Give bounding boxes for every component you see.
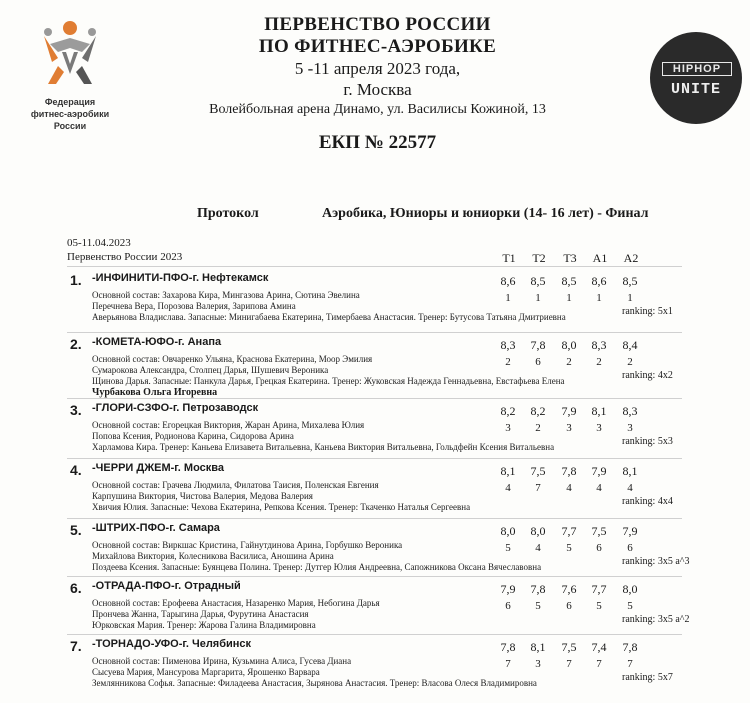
entry-roster-line: Основной состав: Овчаренко Ульяна, Краснова Екатерина, Моор Эмилия: [92, 354, 373, 364]
org-line: России: [53, 121, 87, 131]
score-t2: 8,1: [530, 640, 546, 654]
place-a1: 6: [596, 542, 602, 554]
entry-roster-line: Хвичия Юлия. Запасные: Чехова Екатерина, Репкова Ксения. Тренер: Ткаченко Наталья Сергеевна: [92, 502, 471, 512]
place-a1: 1: [596, 292, 602, 304]
entry-roster-line: Сысуева Мария, Мансурова Маргарита, Ярошенко Варвара: [92, 667, 320, 677]
divider: [67, 266, 682, 267]
entry-rank: 4.: [70, 462, 82, 478]
entry-rank: 1.: [70, 272, 82, 288]
place-a1: 4: [596, 482, 602, 494]
entry-roster-line: Землянникова Софья. Запасные: Филадеева Анастасия, Зырянова Анастасия. Тренер: Власова Олеся Владимировна: [92, 678, 537, 688]
score-a2: 7,9: [622, 524, 638, 538]
result-entry: [0, 400, 750, 466]
judge-header-t3: T3: [563, 251, 577, 265]
score-a1: 7,5: [591, 524, 607, 538]
federation-logo: [10, 18, 130, 132]
entry-team: -ТОРНАДО-УФО-г. Челябинск: [92, 638, 252, 650]
entry-roster-line: Харламова Кира. Тренер: Каньева Елизавета Витальевна, Каньева Виктория Витальевна, Гольдфейн Ксения Витальевна: [92, 442, 555, 452]
event-dates: 5 -11 апреля 2023 года,: [294, 59, 461, 78]
score-t2: 8,5: [530, 274, 546, 288]
federation-emblem-icon: [30, 18, 110, 90]
result-entry: [0, 334, 750, 400]
place-t3: 4: [566, 482, 572, 494]
place-a2: 1: [627, 292, 633, 304]
place-t3: 7: [566, 658, 572, 670]
entry-roster-line: Щинова Дарья. Запасные: Панкула Дарья, Грецкая Екатерина. Тренер: Жуковская Надежда Геннадьевна, Евстафьева Елена: [92, 376, 565, 386]
score-t3: 8,0: [561, 338, 577, 352]
place-t1: 3: [505, 422, 511, 434]
place-t2: 2: [535, 422, 541, 434]
score-t2: 7,8: [530, 582, 546, 596]
score-t1: 7,8: [500, 640, 516, 654]
place-a2: 6: [627, 542, 633, 554]
divider: [67, 576, 682, 577]
result-entry: [0, 270, 750, 336]
entry-team: -ГЛОРИ-СЗФО-г. Петрозаводск: [92, 402, 259, 414]
entry-roster-line: Основной состав: Грачева Людмила, Филатова Таисия, Поленская Евгения: [92, 480, 379, 490]
score-t3: 7,7: [561, 524, 577, 538]
score-t3: 7,6: [561, 582, 577, 596]
place-t3: 2: [566, 356, 572, 368]
federation-name: [10, 96, 130, 132]
hiphop-unite-logo: [650, 32, 742, 124]
score-a1: 8,1: [591, 404, 607, 418]
score-t1: 8,1: [500, 464, 516, 478]
entry-ranking: ranking: 3x5 a^3: [622, 556, 690, 567]
entry-ranking: ranking: 3x5 a^2: [622, 614, 690, 625]
place-t3: 5: [566, 542, 572, 554]
entry-roster-line: Основной состав: Егорецкая Виктория, Жаран Арина, Михалева Юлия: [92, 420, 365, 430]
org-line: фитнес-аэробики: [30, 109, 110, 119]
place-t1: 1: [505, 292, 511, 304]
score-t1: 7,9: [500, 582, 516, 596]
entry-ranking: ranking: 5x3: [622, 436, 673, 447]
entry-ranking: ranking: 5x1: [622, 306, 673, 317]
ekp-number: ЕКП № 22577: [318, 132, 437, 153]
place-a1: 5: [596, 600, 602, 612]
score-a2: 8,3: [622, 404, 638, 418]
judge-header-a1: A1: [592, 251, 608, 265]
place-t2: 5: [535, 600, 541, 612]
place-t1: 4: [505, 482, 511, 494]
place-t3: 3: [566, 422, 572, 434]
event-city: г. Москва: [343, 80, 412, 99]
protocol-date-range: 05-11.04.2023: [67, 237, 131, 249]
score-t1: 8,3: [500, 338, 516, 352]
score-t1: 8,0: [500, 524, 516, 538]
entry-rank: 7.: [70, 638, 82, 654]
entry-roster-line: Прончева Жанна, Тарыгина Дарья, Фурутина Анастасия: [92, 609, 309, 619]
place-t2: 1: [535, 292, 541, 304]
place-t1: 6: [505, 600, 511, 612]
title-line-1: ПЕРВЕНСТВО РОССИИ: [264, 14, 491, 35]
place-t2: 6: [535, 356, 541, 368]
place-t2: 4: [535, 542, 541, 554]
place-t3: 6: [566, 600, 572, 612]
score-t3: 7,9: [561, 404, 577, 418]
score-t3: 8,5: [561, 274, 577, 288]
document-header: [150, 14, 605, 154]
score-a1: 7,9: [591, 464, 607, 478]
score-a1: 8,3: [591, 338, 607, 352]
place-t2: 3: [535, 658, 541, 670]
score-a1: 7,4: [591, 640, 607, 654]
entry-rank: 6.: [70, 580, 82, 596]
place-t2: 7: [535, 482, 541, 494]
entry-roster-line: Сумарокова Александра, Столпец Дарья, Шушевич Вероника: [92, 365, 329, 375]
score-t1: 8,2: [500, 404, 516, 418]
entry-roster-line: Поздеева Ксения. Запасные: Буянцева Полина. Тренер: Дутгер Юлия Андреевна, Сапожникова Оксана Вячеславовна: [92, 562, 542, 572]
entry-coach-continued: Чурбакова Ольга Игоревна: [92, 387, 218, 398]
entry-team: -КОМЕТА-ЮФО-г. Анапа: [92, 336, 222, 348]
entry-roster-line: Карпушина Виктория, Чистова Валерия, Медова Валерия: [92, 491, 313, 501]
entry-team: -ЧЕРРИ ДЖЕМ-г. Москва: [92, 462, 224, 474]
logo-text-bottom: UNITE: [670, 81, 721, 98]
score-a2: 8,1: [622, 464, 638, 478]
entry-roster-line: Основной состав: Виркшас Кристина, Гайнутдинова Арина, Горбушко Вероника: [92, 540, 403, 550]
entry-roster-line: Основной состав: Ерофеева Анастасия, Назаренко Мария, Небогина Дарья: [92, 598, 380, 608]
score-a2: 8,5: [622, 274, 638, 288]
entry-roster-line: Юрковская Мария. Тренер: Жарова Галина Владимировна: [92, 620, 316, 630]
entry-rank: 3.: [70, 402, 82, 418]
logo-text-top: HIPHOP: [662, 62, 732, 76]
score-a2: 7,8: [622, 640, 638, 654]
entry-team: -ОТРАДА-ПФО-г. Отрадный: [92, 580, 241, 592]
judge-header-a2: A2: [623, 251, 639, 265]
divider: [67, 458, 682, 459]
score-t2: 8,0: [530, 524, 546, 538]
place-a2: 5: [627, 600, 633, 612]
divider: [67, 518, 682, 519]
score-a2: 8,4: [622, 338, 638, 352]
place-a1: 7: [596, 658, 602, 670]
place-a2: 3: [627, 422, 633, 434]
score-t1: 8,6: [500, 274, 516, 288]
score-a1: 7,7: [591, 582, 607, 596]
entry-ranking: ranking: 5x7: [622, 672, 673, 683]
place-a2: 7: [627, 658, 633, 670]
score-t3: 7,5: [561, 640, 577, 654]
protocol-label: Протокол: [197, 206, 259, 221]
place-a1: 2: [596, 356, 602, 368]
entry-team: -ШТРИХ-ПФО-г. Самара: [92, 522, 220, 534]
entry-roster-line: Попова Ксения, Родионова Карина, Сидорова Арина: [92, 431, 294, 441]
entry-roster-line: Перечнева Вера, Порозова Валерия, Зарипова Амина: [92, 301, 296, 311]
score-t3: 7,8: [561, 464, 577, 478]
entry-roster-line: Основной состав: Пименова Ирина, Кузьмина Алиса, Гусева Диана: [92, 656, 352, 666]
place-t1: 7: [505, 658, 511, 670]
divider: [67, 398, 682, 399]
entry-team: -ИНФИНИТИ-ПФО-г. Нефтекамск: [92, 272, 269, 284]
protocol-event: Первенство России 2023: [67, 251, 183, 263]
place-t3: 1: [566, 292, 572, 304]
divider: [67, 634, 682, 635]
score-t2: 7,8: [530, 338, 546, 352]
protocol-title: Аэробика, Юниоры и юниорки (14- 16 лет) - Финал: [322, 206, 649, 221]
entry-rank: 5.: [70, 522, 82, 538]
place-t1: 2: [505, 356, 511, 368]
score-a2: 8,0: [622, 582, 638, 596]
score-t2: 8,2: [530, 404, 546, 418]
score-a1: 8,6: [591, 274, 607, 288]
result-entry: [0, 460, 750, 526]
entry-roster-line: Основной состав: Захарова Кира, Мингазова Арина, Сютина Эвелина: [92, 290, 360, 300]
place-a1: 3: [596, 422, 602, 434]
score-t2: 7,5: [530, 464, 546, 478]
result-entry: [0, 636, 750, 702]
place-a2: 2: [627, 356, 633, 368]
event-venue: Волейбольная арена Динамо, ул. Василисы Кожиной, 13: [209, 102, 546, 117]
entry-roster-line: Михайлова Виктория, Колесникова Василиса, Аношина Арина: [92, 551, 334, 561]
entry-roster-line: Аверьянова Владислава. Запасные: Минигабаева Екатерина, Тимербаева Анастасия. Тренер: Бутусова Татьяна Дмитриевна: [92, 312, 566, 322]
entry-rank: 2.: [70, 336, 82, 352]
judge-header-t2: T2: [532, 251, 546, 265]
place-a2: 4: [627, 482, 633, 494]
entry-ranking: ranking: 4x2: [622, 370, 673, 381]
judge-header-t1: T1: [502, 251, 516, 265]
title-line-2: ПО ФИТНЕС-АЭРОБИКЕ: [258, 36, 497, 57]
org-line: Федерация: [44, 97, 96, 107]
entry-ranking: ranking: 4x4: [622, 496, 673, 507]
divider: [67, 332, 682, 333]
place-t1: 5: [505, 542, 511, 554]
